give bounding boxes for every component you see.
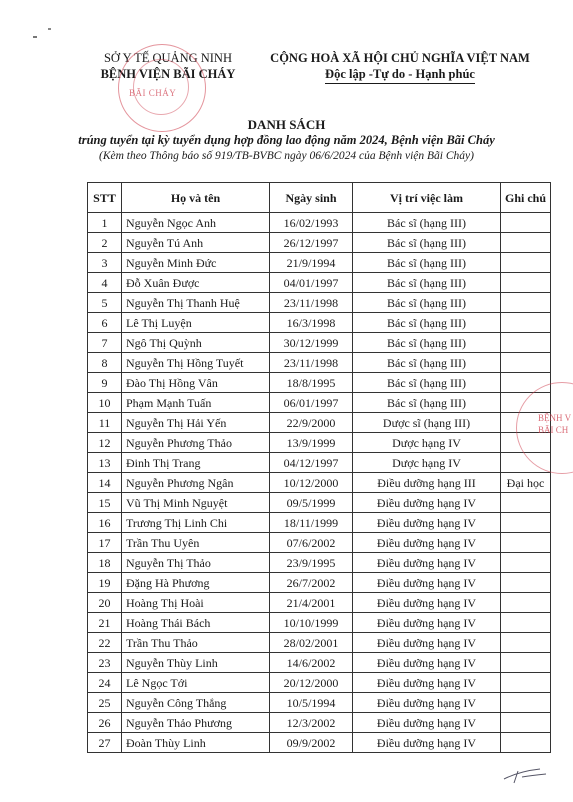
signature-initial: [500, 765, 550, 785]
cell-name: Trần Thu Uyên: [122, 533, 270, 553]
cell-name: Lê Ngọc Tới: [122, 673, 270, 693]
cell-dob: 16/3/1998: [270, 313, 353, 333]
cell-note: [501, 353, 551, 373]
cell-position: Bác sĩ (hạng III): [353, 333, 501, 353]
table-row: [88, 373, 551, 393]
cell-name: Đỗ Xuân Được: [122, 273, 270, 293]
column-header-name: Họ và tên: [122, 183, 270, 213]
cell-name: Nguyễn Thị Hồng Tuyết: [122, 353, 270, 373]
cell-name: Đặng Hà Phương: [122, 573, 270, 593]
cell-name: Nguyễn Phương Ngân: [122, 473, 270, 493]
cell-position: Điều dưỡng hạng IV: [353, 573, 501, 593]
cell-name: Nguyễn Thùy Linh: [122, 653, 270, 673]
cell-dob: 04/01/1997: [270, 273, 353, 293]
cell-dob: 12/3/2002: [270, 713, 353, 733]
cell-stt: 24: [88, 673, 122, 693]
department-name: SỞ Y TẾ QUẢNG NINH: [103, 51, 232, 65]
cell-dob: 23/9/1995: [270, 553, 353, 573]
cell-note: [501, 233, 551, 253]
cell-stt: 4: [88, 273, 122, 293]
cell-name: Ngô Thị Quỳnh: [122, 333, 270, 353]
cell-position: Điều dưỡng hạng IV: [353, 513, 501, 533]
cell-note: [501, 493, 551, 513]
cell-name: Trần Thu Thảo: [122, 633, 270, 653]
cell-dob: 10/5/1994: [270, 693, 353, 713]
cell-name: Nguyễn Thảo Phương: [122, 713, 270, 733]
table-row: [88, 653, 551, 673]
cell-stt: 19: [88, 573, 122, 593]
cell-note: Đại học: [501, 473, 551, 493]
cell-dob: 06/01/1997: [270, 393, 353, 413]
cell-note: [501, 333, 551, 353]
cell-position: Dược hạng IV: [353, 453, 501, 473]
column-header-position: Vị trí việc làm: [353, 183, 501, 213]
cell-stt: 26: [88, 713, 122, 733]
cell-dob: 14/6/2002: [270, 653, 353, 673]
cell-name: Nguyễn Thị Hải Yến: [122, 413, 270, 433]
cell-stt: 12: [88, 433, 122, 453]
table-row: [88, 513, 551, 533]
table-row: [88, 733, 551, 753]
cell-dob: 26/12/1997: [270, 233, 353, 253]
cell-dob: 23/11/1998: [270, 353, 353, 373]
cell-stt: 8: [88, 353, 122, 373]
table-row: [88, 473, 551, 493]
table-row: [88, 693, 551, 713]
table-row: [88, 453, 551, 473]
stamp-left-text: BÃI CHÁY: [129, 88, 177, 98]
cell-name: Hoàng Thị Hoài: [122, 593, 270, 613]
table-row: [88, 353, 551, 373]
cell-dob: 22/9/2000: [270, 413, 353, 433]
table-row: [88, 493, 551, 513]
cell-dob: 20/12/2000: [270, 673, 353, 693]
table-row: [88, 393, 551, 413]
stamp-right-text: BỆNH V BÃI CH: [538, 413, 572, 435]
column-header-dob: Ngày sinh: [270, 183, 353, 213]
cell-dob: 21/4/2001: [270, 593, 353, 613]
table-row: [88, 633, 551, 653]
cell-dob: 10/12/2000: [270, 473, 353, 493]
table-row: [88, 213, 551, 233]
table-row: [88, 553, 551, 573]
cell-position: Điều dưỡng hạng IV: [353, 673, 501, 693]
table-row: [88, 413, 551, 433]
cell-dob: 21/9/1994: [270, 253, 353, 273]
cell-stt: 27: [88, 733, 122, 753]
cell-note: [501, 213, 551, 233]
table-row: [88, 593, 551, 613]
cell-note: [501, 593, 551, 613]
cell-note: [501, 613, 551, 633]
cell-stt: 20: [88, 593, 122, 613]
cell-dob: 18/11/1999: [270, 513, 353, 533]
cell-stt: 18: [88, 553, 122, 573]
cell-position: Bác sĩ (hạng III): [353, 393, 501, 413]
document-title: DANH SÁCH: [247, 117, 326, 132]
hospital-name: BỆNH VIỆN BÃI CHÁY: [100, 67, 236, 81]
cell-name: Vũ Thị Minh Nguyệt: [122, 493, 270, 513]
cell-name: Nguyễn Phương Thảo: [122, 433, 270, 453]
cell-stt: 16: [88, 513, 122, 533]
cell-stt: 5: [88, 293, 122, 313]
cell-stt: 2: [88, 233, 122, 253]
table-row: [88, 313, 551, 333]
cell-stt: 21: [88, 613, 122, 633]
cell-dob: 07/6/2002: [270, 533, 353, 553]
cell-dob: 13/9/1999: [270, 433, 353, 453]
table-row: [88, 433, 551, 453]
cell-stt: 9: [88, 373, 122, 393]
cell-note: [501, 553, 551, 573]
cell-dob: 09/9/2002: [270, 733, 353, 753]
table-row: [88, 533, 551, 553]
table-header-row: [88, 183, 551, 213]
cell-stt: 10: [88, 393, 122, 413]
document-reference-note: (Kèm theo Thông báo số 919/TB-BVBC ngày 06/6/2024 của Bệnh viện Bãi Cháy): [99, 150, 474, 162]
cell-note: [501, 273, 551, 293]
cell-name: Nguyễn Ngọc Anh: [122, 213, 270, 233]
nation-name: CỘNG HOÀ XÃ HỘI CHỦ NGHĨA VIỆT NAM: [270, 51, 530, 65]
cell-position: Bác sĩ (hạng III): [353, 233, 501, 253]
cell-name: Hoàng Thái Bách: [122, 613, 270, 633]
cell-position: Bác sĩ (hạng III): [353, 353, 501, 373]
cell-position: Dược hạng IV: [353, 433, 501, 453]
cell-position: Bác sĩ (hạng III): [353, 313, 501, 333]
table-row: [88, 333, 551, 353]
cell-position: Bác sĩ (hạng III): [353, 213, 501, 233]
cell-position: Điều dưỡng hạng IV: [353, 593, 501, 613]
cell-stt: 7: [88, 333, 122, 353]
cell-stt: 3: [88, 253, 122, 273]
national-motto: Độc lập -Tự do - Hạnh phúc: [325, 66, 475, 84]
cell-name: Nguyễn Thị Thảo: [122, 553, 270, 573]
candidate-table: [87, 182, 551, 753]
cell-name: Nguyễn Minh Đức: [122, 253, 270, 273]
cell-dob: 26/7/2002: [270, 573, 353, 593]
table-row: [88, 613, 551, 633]
cell-position: Điều dưỡng hạng IV: [353, 733, 501, 753]
cell-stt: 15: [88, 493, 122, 513]
national-header: [250, 50, 550, 84]
cell-stt: 23: [88, 653, 122, 673]
cell-note: [501, 653, 551, 673]
cell-stt: 13: [88, 453, 122, 473]
cell-position: Dược sĩ (hạng III): [353, 413, 501, 433]
cell-name: Nguyễn Thị Thanh Huệ: [122, 293, 270, 313]
cell-position: Điều dưỡng hạng IV: [353, 653, 501, 673]
cell-note: [501, 533, 551, 553]
cell-name: Đoàn Thùy Linh: [122, 733, 270, 753]
cell-position: Bác sĩ (hạng III): [353, 253, 501, 273]
cell-dob: 23/11/1998: [270, 293, 353, 313]
cell-dob: 04/12/1997: [270, 453, 353, 473]
cell-position: Điều dưỡng hạng IV: [353, 493, 501, 513]
cell-note: [501, 673, 551, 693]
cell-stt: 14: [88, 473, 122, 493]
scan-mark: [48, 28, 51, 30]
cell-position: Điều dưỡng hạng IV: [353, 613, 501, 633]
cell-position: Bác sĩ (hạng III): [353, 273, 501, 293]
cell-dob: 18/8/1995: [270, 373, 353, 393]
cell-stt: 1: [88, 213, 122, 233]
cell-dob: 10/10/1999: [270, 613, 353, 633]
cell-note: [501, 693, 551, 713]
cell-note: [501, 733, 551, 753]
cell-dob: 28/02/2001: [270, 633, 353, 653]
table-row: [88, 713, 551, 733]
cell-note: [501, 313, 551, 333]
cell-position: Điều dưỡng hạng IV: [353, 553, 501, 573]
table-row: [88, 573, 551, 593]
cell-name: Đào Thị Hồng Vân: [122, 373, 270, 393]
cell-position: Điều dưỡng hạng IV: [353, 693, 501, 713]
cell-name: Nguyễn Công Thắng: [122, 693, 270, 713]
cell-name: Đinh Thị Trang: [122, 453, 270, 473]
cell-stt: 6: [88, 313, 122, 333]
cell-position: Bác sĩ (hạng III): [353, 373, 501, 393]
cell-stt: 22: [88, 633, 122, 653]
cell-position: Điều dưỡng hạng IV: [353, 713, 501, 733]
cell-note: [501, 293, 551, 313]
cell-note: [501, 633, 551, 653]
cell-stt: 11: [88, 413, 122, 433]
cell-note: [501, 713, 551, 733]
table-row: [88, 293, 551, 313]
table-row: [88, 673, 551, 693]
cell-dob: 30/12/1999: [270, 333, 353, 353]
cell-note: [501, 253, 551, 273]
cell-position: Bác sĩ (hạng III): [353, 293, 501, 313]
cell-dob: 16/02/1993: [270, 213, 353, 233]
table-row: [88, 253, 551, 273]
cell-note: [501, 513, 551, 533]
cell-position: Điều dưỡng hạng III: [353, 473, 501, 493]
cell-stt: 25: [88, 693, 122, 713]
cell-name: Nguyễn Tú Anh: [122, 233, 270, 253]
cell-stt: 17: [88, 533, 122, 553]
table-row: [88, 233, 551, 253]
document-subtitle: trúng tuyển tại kỳ tuyển dụng hợp đồng lao động năm 2024, Bệnh viện Bãi Cháy: [78, 133, 495, 147]
cell-name: Phạm Mạnh Tuấn: [122, 393, 270, 413]
column-header-note: Ghi chú: [501, 183, 551, 213]
table-row: [88, 273, 551, 293]
scan-mark: [33, 36, 37, 38]
cell-name: Trương Thị Linh Chi: [122, 513, 270, 533]
column-header-stt: STT: [88, 183, 122, 213]
cell-note: [501, 573, 551, 593]
cell-dob: 09/5/1999: [270, 493, 353, 513]
cell-position: Điều dưỡng hạng IV: [353, 533, 501, 553]
cell-position: Điều dưỡng hạng IV: [353, 633, 501, 653]
cell-name: Lê Thị Luyện: [122, 313, 270, 333]
